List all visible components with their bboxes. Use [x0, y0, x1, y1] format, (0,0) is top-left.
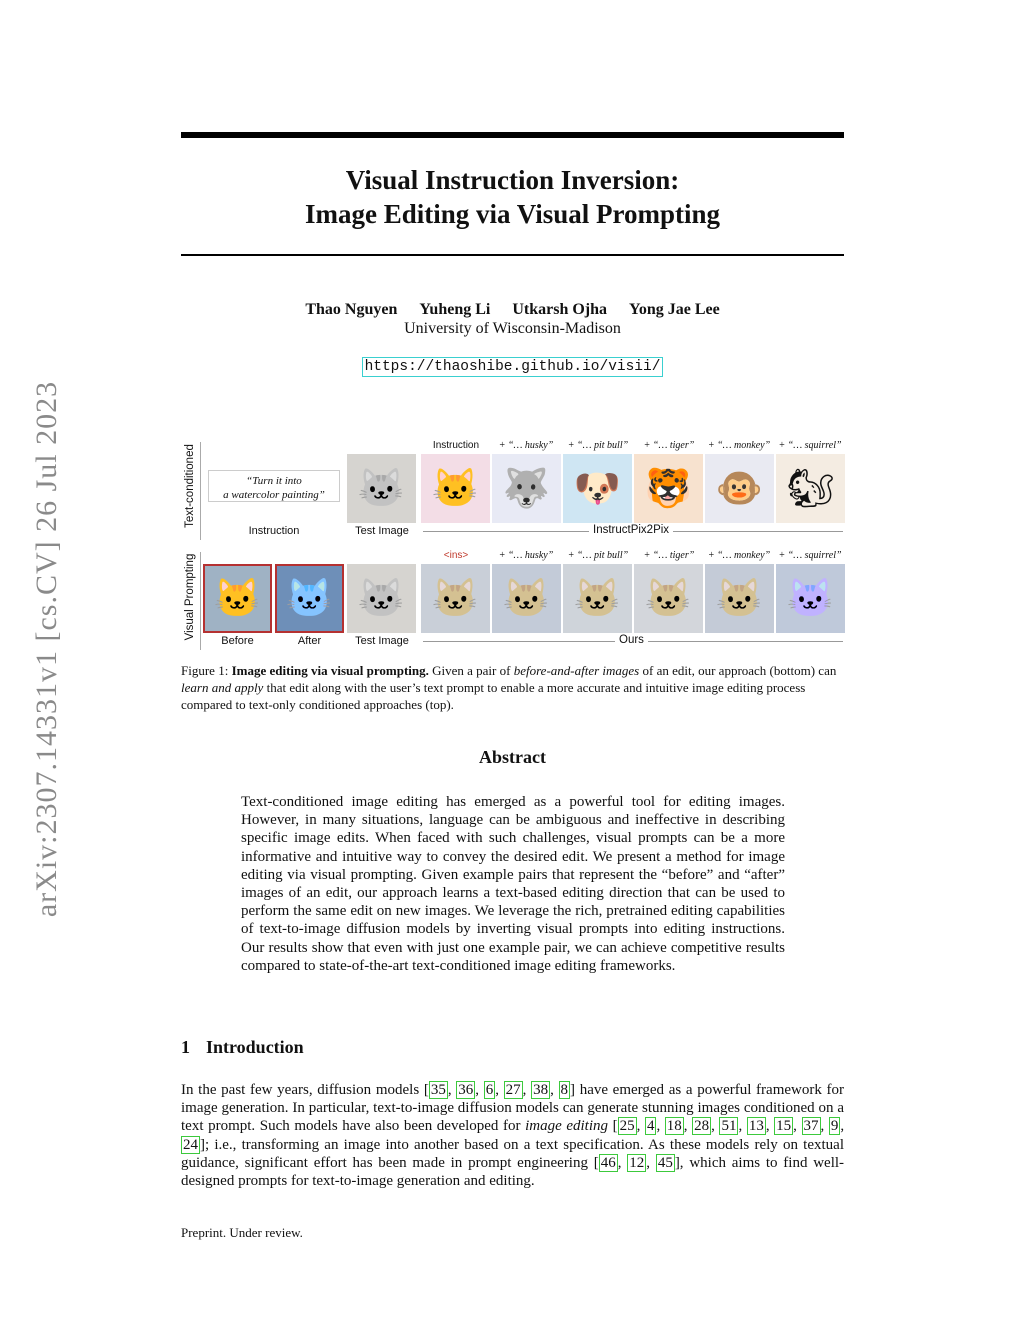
result-image: 🐱: [421, 454, 490, 523]
citation-link[interactable]: 15: [776, 1118, 792, 1135]
prompt-caption: + “… husky”: [498, 440, 554, 451]
citation-link[interactable]: 13: [748, 1118, 764, 1135]
result-image: 🐱: [563, 564, 632, 633]
test-image-label: Test Image: [355, 635, 409, 647]
citation-link[interactable]: 38: [533, 1082, 549, 1098]
caption-italic: learn and apply: [181, 680, 264, 695]
intro-paragraph: In the past few years, diffusion models [ 35 , 36 , 6 , 27 , 38 , 8 ] have emerged as a powerful framework for image generation. In particular, text-to-image diffusion models can generate stunning images conditioned on a text prompt. Such models have also been developed for image editing [ 25 , 4 , 18 , 28 , 51 , 13 , 15 , 37 , 9 , 24 ]; i.e., transforming an image into another based on a text specification. As these models rely on textual guidance, significant effort has been made in prompt engineering [ 46 , 12 , 45 ], which aims to find well-designed prompts for text-to-image generation and editing.: [181, 1082, 845, 1190]
ins-token-caption: <ins>: [443, 550, 469, 561]
result-image: 🐱: [776, 564, 845, 633]
after-image: 🐱: [275, 564, 344, 633]
before-image: 🐱: [203, 564, 272, 633]
caption-italic: before-and-after images: [513, 663, 640, 678]
instructpix2pix-label: InstructPix2Pix: [589, 524, 673, 536]
citation-link[interactable]: 37: [803, 1118, 819, 1135]
title-line-2: Image Editing via Visual Prompting: [304, 199, 721, 229]
citation-link[interactable]: 6: [485, 1082, 494, 1098]
caption-text: that edit along with the user’s text prompt to enable a more accurate and intuitive image editing process compared to text-only conditioned approaches (top).: [181, 680, 806, 712]
instruction-text-box: [208, 470, 340, 502]
author: Yong Jae Lee: [629, 301, 720, 318]
arxiv-stamp-text: arXiv:2307.14331v1 [cs.CV] 26 Jul 2023: [30, 380, 63, 918]
author-list: [181, 301, 844, 319]
citation-link[interactable]: 12: [629, 1154, 645, 1171]
figure-1: Text-conditioned Visual Prompting “Turn it into a watercolor painting” Instruction 🐱 Test Image Instruction + “… husky” + “… pit bull” + “… tiger” + “… monkey” + “… squirrel” 🐱 🐺 🐶 🐯 🐵 🐿 InstructPix2Pix 🐱 🐱 Before After 🐱 Test Image <ins> + “… husky” + “… pit bull” + “… tiger” + “… monkey” + “… squirrel” 🐱 🐱 🐱 🐱 🐱 🐱 Ours: [178, 436, 846, 651]
result-image: 🐿: [776, 454, 845, 523]
test-image-label: Test Image: [355, 525, 409, 537]
test-image: 🐱: [347, 454, 416, 523]
prompt-caption: + “… squirrel”: [778, 440, 842, 451]
test-image: 🐱: [347, 564, 416, 633]
caption-bold: Image editing via visual prompting.: [231, 663, 429, 678]
citation-link[interactable]: 46: [600, 1154, 616, 1171]
citation-link[interactable]: 4: [646, 1118, 655, 1135]
figure-caption: [181, 662, 844, 713]
title-bottom-rule: [181, 254, 844, 256]
intro-text: In the past few years, diffusion models [: [181, 1082, 429, 1098]
result-image: 🐶: [563, 454, 632, 523]
intro-text: ], which aims to find well-designed prompts for text-to-image generation and editing.: [181, 1154, 845, 1190]
citation-link[interactable]: 28: [694, 1118, 710, 1135]
citation-link[interactable]: 36: [458, 1082, 474, 1098]
citation-link[interactable]: 45: [657, 1154, 673, 1171]
prompt-caption: Instruction: [432, 440, 480, 451]
section-number: 1: [181, 1037, 190, 1057]
intro-text: ] have emerged as a powerful framework for image generation. In particular, text-to-image diffusion models can generate stunning images conditioned on a text prompt. Such models have also been developed for: [181, 1082, 845, 1135]
author: Yuheng Li: [419, 301, 491, 318]
result-image: 🐱: [492, 564, 561, 633]
caption-text: of an edit, our approach (bottom) can: [639, 663, 837, 678]
row-divider: [200, 442, 201, 540]
abstract-body: Text-conditioned image editing has emerged as a powerful tool for editing images. However, in many situations, language can be ambiguous and ineffective in describing specific image edits. When faced with such challenges, visual prompts can be a more informative and intuitive way to convey the desired edit. We present a method for image editing via visual prompting. Given example pairs that represent the “before” and “after” images of an edit, our approach learns a text-based editing direction that can be used to perform the same edit on new images. We leverage the rich, pretrained editing capabilities of text-to-image diffusion models by inverting visual prompts into editing instructions. Our results show that even with just one example pair, we can achieve competitive results compared to state-of-the-art text-conditioned image editing frameworks.: [241, 794, 785, 974]
prompt-caption: + “… pit bull”: [567, 440, 629, 451]
section-title: Introduction: [206, 1037, 304, 1057]
title-line-1: Visual Instruction Inversion:: [345, 165, 680, 195]
citation-link[interactable]: 27: [505, 1082, 521, 1098]
citation-link[interactable]: 25: [619, 1118, 635, 1135]
prompt-caption: + “… monkey”: [707, 440, 771, 451]
prompt-caption: + “… monkey”: [707, 550, 771, 561]
prompt-caption: + “… tiger”: [643, 550, 695, 561]
abstract-heading: Abstract: [479, 747, 546, 767]
before-label: Before: [221, 635, 254, 647]
author: Thao Nguyen: [305, 301, 398, 318]
prompt-caption: + “… squirrel”: [778, 550, 842, 561]
result-image: 🐱: [634, 564, 703, 633]
instruction-text-line: “Turn it into: [246, 475, 302, 487]
citation-link[interactable]: 9: [830, 1118, 839, 1135]
author: Utkarsh Ojha: [512, 301, 608, 318]
citation-link[interactable]: 8: [560, 1082, 569, 1098]
citation-link[interactable]: 18: [666, 1118, 682, 1135]
row-divider: [200, 552, 201, 650]
intro-emphasis: image editing: [525, 1118, 608, 1135]
after-label: After: [297, 635, 322, 647]
result-image: 🐱: [421, 564, 490, 633]
intro-text: [: [608, 1118, 618, 1135]
result-image: 🐱: [705, 564, 774, 633]
prompt-caption: + “… pit bull”: [567, 550, 629, 561]
project-url-link[interactable]: https://thaoshibe.github.io/visii/: [362, 357, 663, 377]
section-heading: [181, 1037, 304, 1058]
instruction-text-line: a watercolor painting”: [223, 489, 325, 501]
citation-link[interactable]: 35: [430, 1082, 446, 1098]
instruction-label: Instruction: [248, 525, 300, 537]
affiliation: University of Wisconsin-Madison: [404, 320, 621, 337]
result-image: 🐺: [492, 454, 561, 523]
prompt-caption: + “… tiger”: [643, 440, 695, 451]
paper-title: [181, 163, 844, 231]
result-image: 🐵: [705, 454, 774, 523]
title-top-rule: [181, 132, 844, 138]
ours-label: Ours: [615, 634, 648, 646]
caption-prefix: Figure 1:: [181, 663, 232, 678]
caption-text: Given a pair of: [428, 663, 514, 678]
footer-note: Preprint. Under review.: [181, 1225, 303, 1240]
result-image: 🐯: [634, 454, 703, 523]
intro-text: ]; i.e., transforming an image into another based on a text specification. As these models rely on textual guidance, significant effort has been made in prompt engineering [: [181, 1136, 844, 1171]
citation-link[interactable]: 24: [183, 1136, 198, 1153]
citation-link[interactable]: 51: [721, 1118, 737, 1135]
prompt-caption: + “… husky”: [498, 550, 554, 561]
